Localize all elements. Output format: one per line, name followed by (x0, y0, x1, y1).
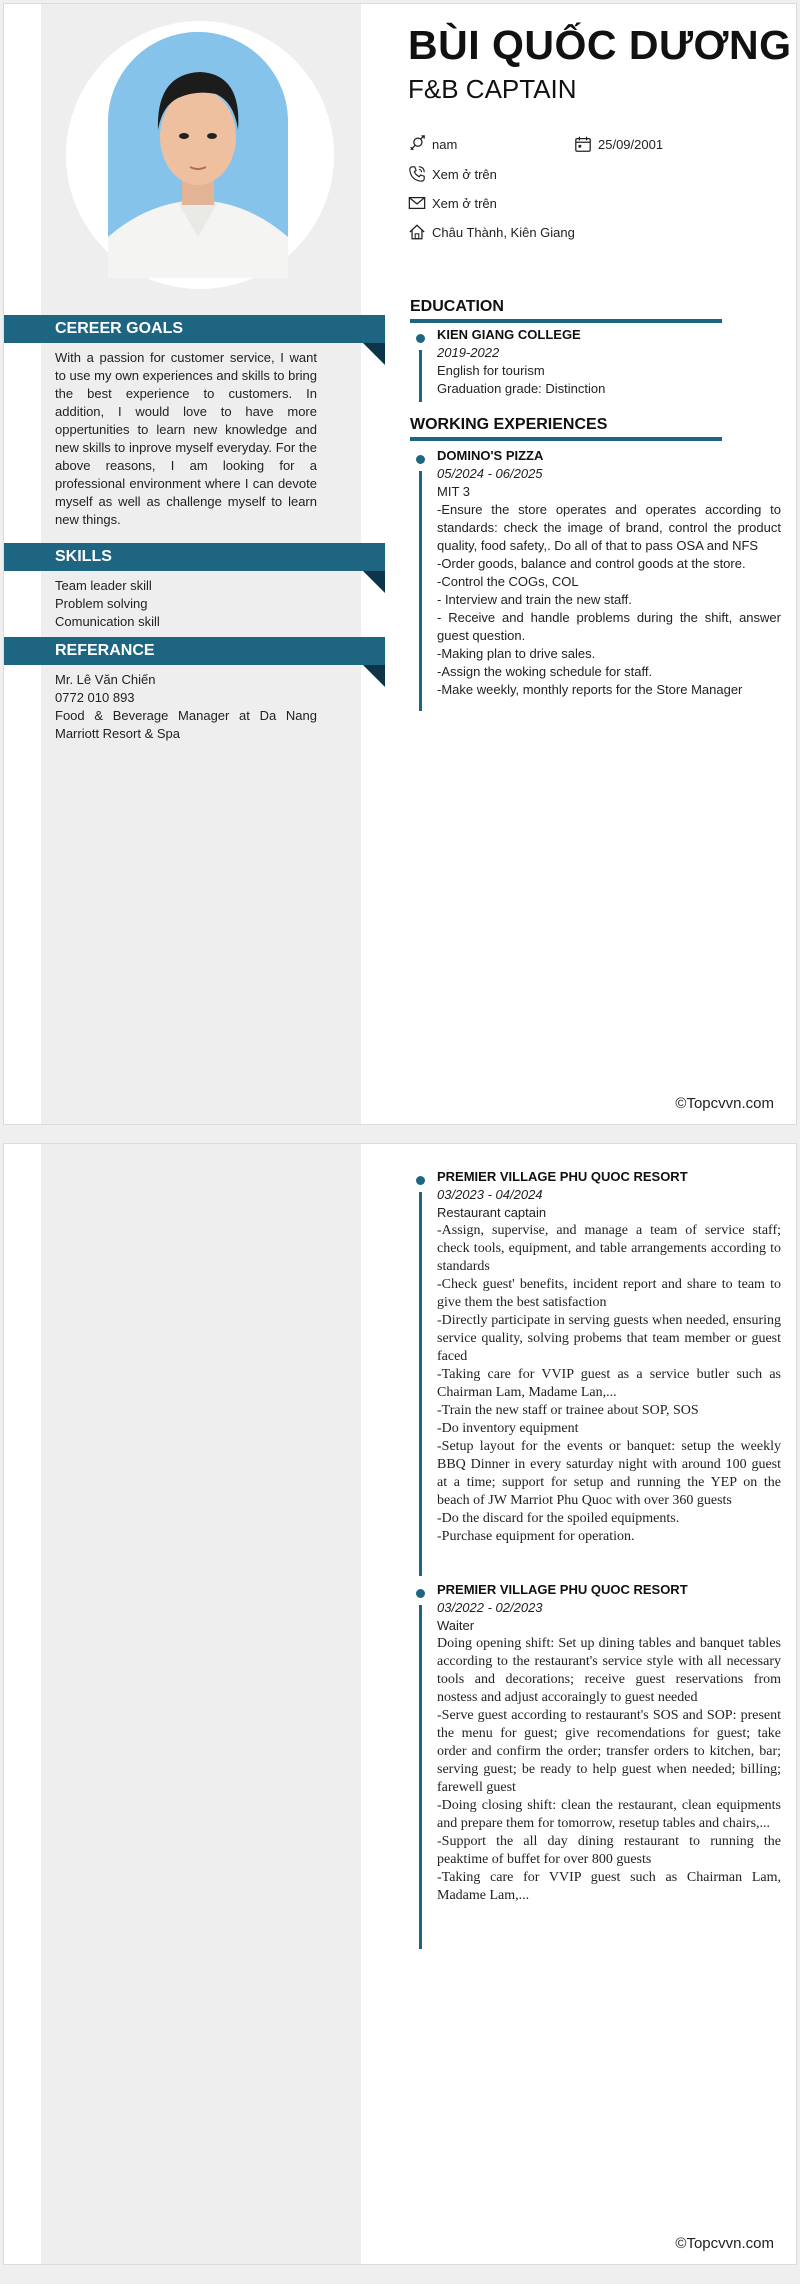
duty-line: -Assign the woking schedule for staff. (437, 664, 653, 679)
job-title: F&B CAPTAIN (408, 74, 577, 104)
duty-line: -Directly participate in serving guests when needed, ensuring service quality, solving probems that team member or guest faced (437, 1313, 781, 1364)
job-role: Restaurant captain (437, 1205, 547, 1220)
reference-title: REFERANCE (55, 642, 155, 659)
duty-line: -Setup layout for the events or banquet: setup the weekly BBQ Dinner in every saturday night with around 100 guest at a time; support for setup and running the YEP on the beach of JW Marriot Phu Quoc with over 360 guests (437, 1439, 781, 1508)
cv-page-1 (3, 3, 797, 1125)
job-duties (437, 1635, 781, 1905)
career-goals-heading (4, 315, 385, 343)
calendar-icon (574, 135, 592, 153)
job-role: Waiter (437, 1618, 475, 1633)
job-duties (437, 1222, 781, 1546)
gender-icon (408, 135, 426, 153)
phone-text: Xem ở trên (432, 166, 497, 182)
job-duties (437, 501, 781, 699)
school-major: English for tourism (437, 363, 545, 378)
duty-line: -Make weekly, monthly reports for the Store Manager (437, 682, 743, 697)
school-name: KIEN GIANG COLLEGE (437, 327, 581, 342)
education-heading: EDUCATION (410, 298, 722, 323)
timeline-line (419, 350, 422, 402)
cv-page-2 (3, 1143, 797, 2265)
duty-line: -Doing closing shift: clean the restaurant, clean equipments and prepare them for tomorrow, resetup tables and chairs,... (437, 1798, 781, 1831)
duty-line: -Purchase equipment for operation. (437, 1529, 635, 1544)
duty-line: -Do the discard for the spoiled equipments. (437, 1511, 680, 1526)
phone-info (408, 165, 497, 183)
skill-item: Comunication skill (55, 614, 160, 629)
timeline-dot (416, 455, 425, 464)
birthdate-info (574, 135, 663, 153)
timeline-line (419, 471, 422, 711)
duty-line: -Check guest' benefits, incident report and share to team to give them the best satisfaction (437, 1277, 781, 1310)
candidate-name: BÙI QUỐC DƯƠNG (408, 22, 792, 68)
career-goals-text: With a passion for customer service, I want to use my own experiences and skills to bring the best experience to customers. In addition, I would love to have more oppertunities to learn new knowledge and new skills to inprove myself everyday. For the above reasons, I am looking for a professional environment where I can devote myself as well as challenge myself to learn new things. (55, 350, 317, 527)
timeline-line (419, 1605, 422, 1949)
home-icon (408, 223, 426, 241)
timeline-dot (416, 334, 425, 343)
duty-line: -Ensure the store operates and operates according to standards: check the image of brand, control the product quality, food safety,. Do all of that to pass OSA and NFS (437, 502, 781, 553)
duty-line: -Do inventory equipment (437, 1421, 579, 1436)
reference-name: Mr. Lê Văn Chiến (55, 672, 156, 687)
timeline-line (419, 1192, 422, 1576)
job-company: PREMIER VILLAGE PHU QUOC RESORT (437, 1582, 688, 1597)
duty-line: Doing opening shift: Set up dining tables and banquet tables according to the restaurant's service style with all necessary tools and decorations; receive guest reservations from nostess and adjust accoraingly to guest needed (437, 1636, 781, 1705)
job-entry-waiter (437, 1581, 781, 1905)
reference-position: Food & Beverage Manager at Da Nang Marriott Resort & Spa (55, 708, 317, 741)
duty-line: -Assign, supervise, and manage a team of service staff; check tools, equipment, and table arrangements according to standards (437, 1223, 781, 1274)
timeline-dot (416, 1589, 425, 1598)
school-grade: Graduation grade: Distinction (437, 381, 606, 396)
address-info (408, 223, 575, 241)
reference-block (55, 671, 317, 743)
job-entry-captain (437, 1168, 781, 1546)
phone-icon (408, 165, 426, 183)
school-years: 2019-2022 (437, 345, 500, 360)
reference-heading (4, 637, 385, 665)
job-company: PREMIER VILLAGE PHU QUOC RESORT (437, 1169, 688, 1184)
reference-phone: 0772 010 893 (55, 690, 135, 705)
education-entry (437, 326, 781, 398)
job-dates: 05/2024 - 06/2025 (437, 466, 543, 481)
duty-line: -Support the all day dining restaurant to running the peaktime of buffet for over 800 guests (437, 1834, 781, 1867)
skill-item: Team leader skill (55, 578, 152, 593)
birthdate-text: 25/09/2001 (598, 136, 664, 152)
skill-item: Problem solving (55, 596, 148, 611)
skills-list (55, 577, 317, 631)
profile-photo (108, 32, 288, 278)
duty-line: -Train the new staff or trainee about SOP, SOS (437, 1403, 699, 1418)
duty-line: - Interview and train the new staff. (437, 592, 632, 607)
watermark: ©Topcvvn.com (675, 2235, 774, 2252)
job-dates: 03/2022 - 02/2023 (437, 1600, 543, 1615)
duty-line: - Receive and handle problems during the shift, answer guest question. (437, 610, 781, 643)
duty-line: -Taking care for VVIP guest such as Chairman Lam, Madame Lam,... (437, 1870, 781, 1903)
duty-line: -Order goods, balance and control goods at the store. (437, 556, 746, 571)
gender-info (408, 135, 457, 153)
email-info (408, 194, 497, 212)
duty-line: -Serve guest according to restaurant's SOS and SOP: present the menu for guest; give recomendations for guest; take order and confirm the order; transfer orders to kitchen, bar; serving guest; be ready to help guest when needed; billing; farewell guest (437, 1708, 781, 1795)
job-company: DOMINO'S PIZZA (437, 448, 544, 463)
job-entry-dominos (437, 447, 781, 699)
skills-title: SKILLS (55, 548, 112, 565)
skills-heading (4, 543, 385, 571)
job-dates: 03/2023 - 04/2024 (437, 1187, 543, 1202)
duty-line: -Taking care for VVIP guest as a service butler such as Chairman Lam, Madame Lan,... (437, 1367, 781, 1400)
address-text: Châu Thành, Kiên Giang (432, 224, 575, 240)
duty-line: -Control the COGs, COL (437, 574, 579, 589)
timeline-dot (416, 1176, 425, 1185)
email-text: Xem ở trên (432, 195, 497, 211)
watermark: ©Topcvvn.com (675, 1095, 774, 1112)
gender-text: nam (432, 136, 458, 152)
sidebar-background (41, 1144, 361, 2264)
duty-line: -Making plan to drive sales. (437, 646, 596, 661)
career-goals-title: CEREER GOALS (55, 320, 184, 337)
job-role: MIT 3 (437, 484, 470, 499)
experience-heading: WORKING EXPERIENCES (410, 416, 722, 441)
mail-icon (408, 194, 426, 212)
